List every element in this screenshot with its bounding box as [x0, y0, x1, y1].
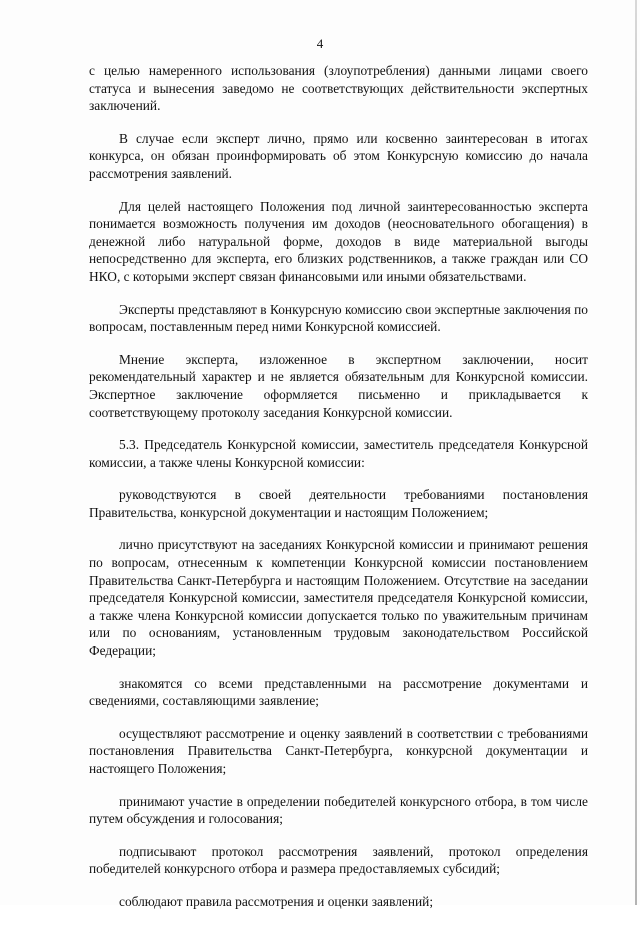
paragraph-continuation: с целью намеренного использования (злоупотребления) данными лицами своего статуса и вынесения заведомо не соответствующих действительности экспертных заключений.: [89, 63, 588, 114]
paragraph-expert-interest: В случае если эксперт лично, прямо или косвенно заинтересован в итогах конкурса, он обязан проинформировать об этом Конкурсную комиссию до начала рассмотрения заявлений.: [89, 130, 588, 181]
list-item-follow-rules: соблюдают правила рассмотрения и оценки заявлений;: [119, 893, 434, 909]
list-item-evaluate-applications: осуществляют рассмотрение и оценку заявлений в соответствии с требованиями постановления Правительства Санкт-Петербурга, конкурсной документации и настоящего Положения;: [89, 725, 588, 776]
list-item-review-documents: знакомятся со всеми представленными на рассмотрение документами и сведениями, составляющими заявление;: [89, 675, 588, 709]
paragraph-expert-conclusions: Эксперты представляют в Конкурсную комиссию свои экспертные заключения по вопросам, поставленным перед ними Конкурсной комиссией.: [89, 301, 588, 335]
paragraph-expert-opinion: Мнение эксперта, изложенное в экспертном заключении, носит рекомендательный характер и не является обязательным для Конкурсной комиссии. Экспертное заключение оформляется письменно и прикладывается к соответствующему протоколу заседания Конкурсной комиссии.: [89, 351, 588, 420]
paragraph-personal-interest-definition: Для целей настоящего Положения под личной заинтересованностью эксперта понимается возможность получения им доходов (неосновательного обогащения) в денежной либо натуральной форме, доходов в виде материальной выгоды непосредственно для эксперта, его близких родственников, а также граждан или СО НКО, с которыми эксперт связан финансовыми или иными обязательствами.: [89, 198, 588, 284]
list-item-sign-protocols: подписывают протокол рассмотрения заявлений, протокол определения победителей конкурсного отбора и размера предоставляемых субсидий;: [89, 843, 588, 877]
list-item-guided-by: руководствуются в своей деятельности требованиями постановления Правительства, конкурсной документации и настоящим Положением;: [89, 487, 588, 520]
paragraph-section-5-3: 5.3. Председатель Конкурсной комиссии, заместитель председателя Конкурсной комиссии, а также члены Конкурсной комиссии:: [89, 437, 588, 470]
document-body: [89, 62, 588, 926]
list-item-determine-winners: принимают участие в определении победителей конкурсного отбора, в том числе путем обсуждения и голосования;: [89, 793, 588, 827]
scan-edge-shadow: [635, 0, 637, 905]
list-item-attend-meetings: лично присутствуют на заседаниях Конкурсной комиссии и принимают решения по вопросам, отнесенным к компетенции Конкурсной комиссии постановлением Правительства Санкт-Петербурга и настоящим Положением. Отсутствие на заседании председателя Конкурсной комиссии, заместителя председателя Конкурсной комиссии, а также члена Конкурсной комиссии допускается только по уважительным причинам или по основаниям, установленным трудовым законодательством Российской Федерации;: [89, 537, 588, 659]
page-number: 4: [316, 36, 324, 51]
